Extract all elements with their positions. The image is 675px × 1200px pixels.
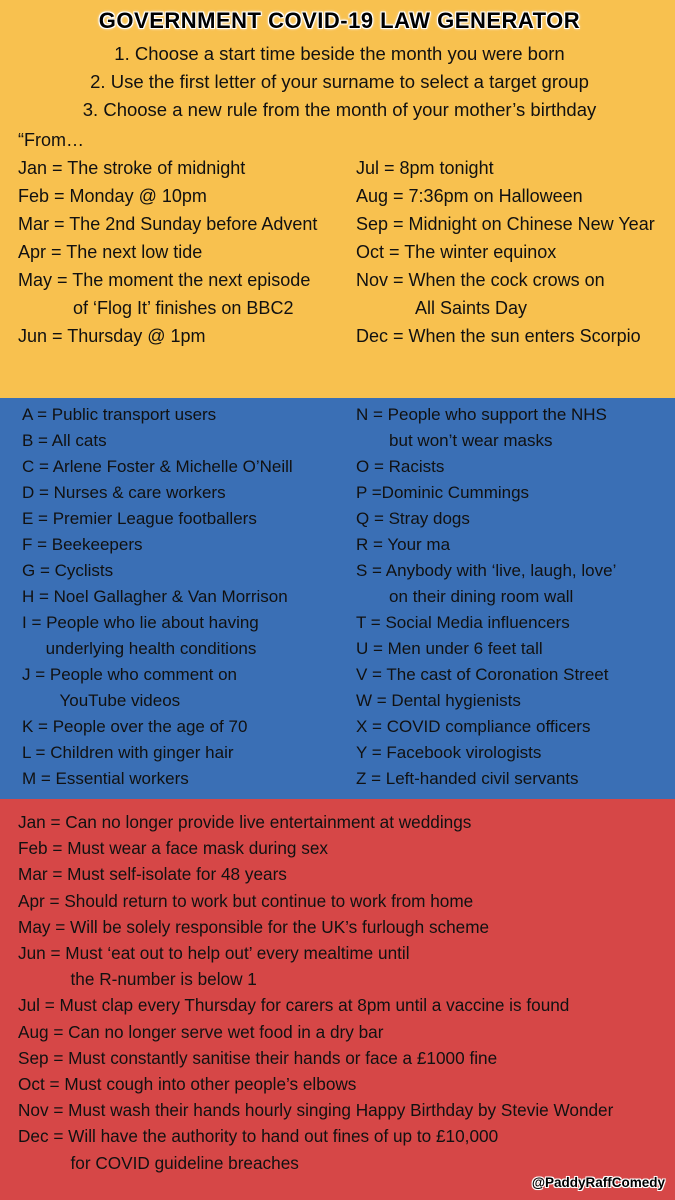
target-group-item-text: M = Essential workers (22, 769, 189, 788)
page-title: GOVERNMENT COVID-19 LAW GENERATOR (98, 8, 581, 33)
target-group-item-text: T = Social Media influencers (356, 613, 570, 632)
rule-item-text: Mar = Must self-isolate for 48 years (18, 864, 287, 885)
target-group-item-continuation: but won’t wear masks (356, 431, 553, 450)
start-time-item-text: Sep = Midnight on Chinese New Year (356, 214, 655, 234)
rule-item-text: Sep = Must constantly sanitise their hands or face a £1000 fine (18, 1047, 498, 1068)
target-group-item (356, 636, 661, 662)
rule-item (18, 1097, 665, 1123)
rule-item-text: Aug = Can no longer serve wet food in a dry bar (18, 1021, 384, 1042)
rule-item-text: Nov = Must wash their hands hourly singing Happy Birthday by Stevie Wonder (18, 1100, 614, 1121)
start-time-item-text: Oct = The winter equinox (356, 242, 557, 262)
target-group-item (356, 480, 661, 506)
target-group-item (22, 532, 356, 558)
start-time-list (18, 154, 661, 350)
start-time-section (0, 0, 675, 398)
target-group-item (22, 558, 356, 584)
start-time-item-text: Nov = When the cock crows on (356, 270, 605, 290)
start-time-item (356, 182, 661, 210)
start-time-item-text: Jun = Thursday @ 1pm (18, 326, 206, 346)
target-group-item (356, 610, 661, 636)
start-time-item (356, 210, 661, 238)
rule-item-text: Jun = Must ‘eat out to help out’ every mealtime until (18, 943, 410, 964)
target-group-item (356, 688, 661, 714)
target-group-item (356, 740, 661, 766)
rule-item-text: Apr = Should return to work but continue to work from home (18, 890, 474, 911)
rule-item (18, 861, 665, 887)
target-group-item-text: S = Anybody with ‘live, laugh, love’ (356, 561, 617, 580)
start-time-item (18, 210, 356, 238)
start-time-item-text: Feb = Monday @ 10pm (18, 186, 207, 206)
start-time-item (356, 238, 661, 266)
start-time-item-text: Jul = 8pm tonight (356, 158, 494, 178)
target-group-item (22, 402, 356, 428)
target-group-item-text: G = Cyclists (22, 561, 114, 580)
instruction-step: 1. Choose a start time beside the month you were born (114, 43, 565, 64)
start-time-item (356, 322, 661, 350)
target-group-item (22, 662, 356, 714)
target-group-item-text: H = Noel Gallagher & Van Morrison (22, 587, 288, 606)
start-time-item-text: Dec = When the sun enters Scorpio (356, 326, 641, 346)
target-group-column-left (22, 402, 356, 792)
target-group-item (356, 662, 661, 688)
target-group-item (22, 454, 356, 480)
target-group-item (356, 454, 661, 480)
instruction-step: 2. Use the first letter of your surname to select a target group (90, 71, 589, 92)
start-time-item-text: Mar = The 2nd Sunday before Advent (18, 214, 318, 234)
start-time-item-text: Jan = The stroke of midnight (18, 158, 246, 178)
rule-item-continuation: the R-number is below 1 (18, 969, 257, 990)
start-time-item-text: Apr = The next low tide (18, 242, 203, 262)
target-group-item-continuation: on their dining room wall (356, 587, 574, 606)
start-time-column-left (18, 154, 356, 350)
target-group-item-text: J = People who comment on (22, 665, 237, 684)
target-group-item-text: Z = Left-handed civil servants (356, 769, 579, 788)
start-time-item (18, 266, 356, 322)
target-group-item (22, 428, 356, 454)
rule-item (18, 809, 665, 835)
target-group-item (356, 532, 661, 558)
target-group-item-text: F = Beekeepers (22, 535, 143, 554)
target-group-item (356, 766, 661, 792)
target-group-column-right (356, 402, 661, 792)
start-time-item-text: May = The moment the next episode (18, 270, 311, 290)
start-time-item (18, 182, 356, 210)
rule-item-text: Oct = Must cough into other people’s elbows (18, 1074, 357, 1095)
target-group-item-text: C = Arlene Foster & Michelle O’Neill (22, 457, 293, 476)
target-group-item-text: Y = Facebook virologists (356, 743, 542, 762)
rule-item (18, 914, 665, 940)
target-group-item-text: I = People who lie about having (22, 613, 259, 632)
start-time-column-right (356, 154, 661, 350)
rule-item-text: Jan = Can no longer provide live entertainment at weddings (18, 812, 472, 832)
target-group-item-continuation: YouTube videos (22, 691, 181, 710)
target-group-item-text: Q = Stray dogs (356, 509, 470, 528)
start-time-item-continuation: of ‘Flog It’ finishes on BBC2 (18, 298, 294, 318)
rule-item (18, 992, 665, 1018)
target-group-item-text: B = All cats (22, 431, 107, 450)
target-group-item-text: E = Premier League footballers (22, 509, 257, 528)
rule-item-text: May = Will be solely responsible for the UK’s furlough scheme (18, 916, 490, 937)
target-group-item (22, 506, 356, 532)
start-time-item (356, 266, 661, 322)
target-group-item (22, 766, 356, 792)
target-group-item (22, 714, 356, 740)
target-group-item-text: X = COVID compliance officers (356, 717, 591, 736)
start-time-item (18, 322, 356, 350)
target-group-item-text: N = People who support the NHS (356, 405, 607, 424)
target-group-item (356, 506, 661, 532)
target-group-item-text: V = The cast of Coronation Street (356, 665, 609, 684)
rule-item (18, 940, 665, 992)
rule-item (18, 1019, 665, 1045)
start-time-item-continuation: All Saints Day (356, 298, 528, 318)
rule-item (18, 1071, 665, 1097)
target-group-item-continuation: underlying health conditions (22, 639, 257, 658)
target-group-section (0, 398, 675, 799)
target-group-item (22, 610, 356, 662)
rule-item (18, 835, 665, 861)
rule-item (18, 1045, 665, 1071)
rule-item-text: Jul = Must clap every Thursday for carers at 8pm until a vaccine is found (18, 995, 570, 1016)
target-group-item-text: L = Children with ginger hair (22, 743, 234, 762)
target-group-item-text: D = Nurses & care workers (22, 483, 226, 502)
author-handle: @PaddyRaffComedy (531, 1175, 665, 1190)
target-group-item-text: O = Racists (356, 457, 445, 476)
target-group-item (356, 558, 661, 610)
target-group-item-text: K = People over the age of 70 (22, 717, 248, 736)
target-group-item-text: U = Men under 6 feet tall (356, 639, 543, 658)
target-group-item (22, 584, 356, 610)
target-group-item-text: W = Dental hygienists (356, 691, 521, 710)
start-time-item-text: Aug = 7:36pm on Halloween (356, 186, 583, 206)
target-group-item (356, 714, 661, 740)
from-label: “From… (18, 130, 84, 150)
start-time-item (18, 154, 356, 182)
start-time-item (18, 238, 356, 266)
target-group-item-text: P =Dominic Cummings (356, 483, 530, 502)
rule-item (18, 1123, 665, 1175)
target-group-item-text: R = Your ma (356, 535, 451, 554)
target-group-item (22, 740, 356, 766)
target-group-item (356, 402, 661, 454)
rule-item-continuation: for COVID guideline breaches (18, 1152, 299, 1173)
rule-section (0, 799, 675, 1200)
target-group-item-text: A = Public transport users (22, 405, 217, 424)
rule-list (18, 809, 665, 1176)
start-time-item (356, 154, 661, 182)
target-group-list (22, 402, 661, 792)
rule-item (18, 888, 665, 914)
target-group-item (22, 480, 356, 506)
instruction-step: 3. Choose a new rule from the month of your mother’s birthday (82, 99, 597, 120)
rule-item-text: Feb = Must wear a face mask during sex (18, 838, 328, 859)
rule-item-text: Dec = Will have the authority to hand out fines of up to £10,000 (18, 1126, 499, 1147)
instructions (18, 40, 661, 124)
